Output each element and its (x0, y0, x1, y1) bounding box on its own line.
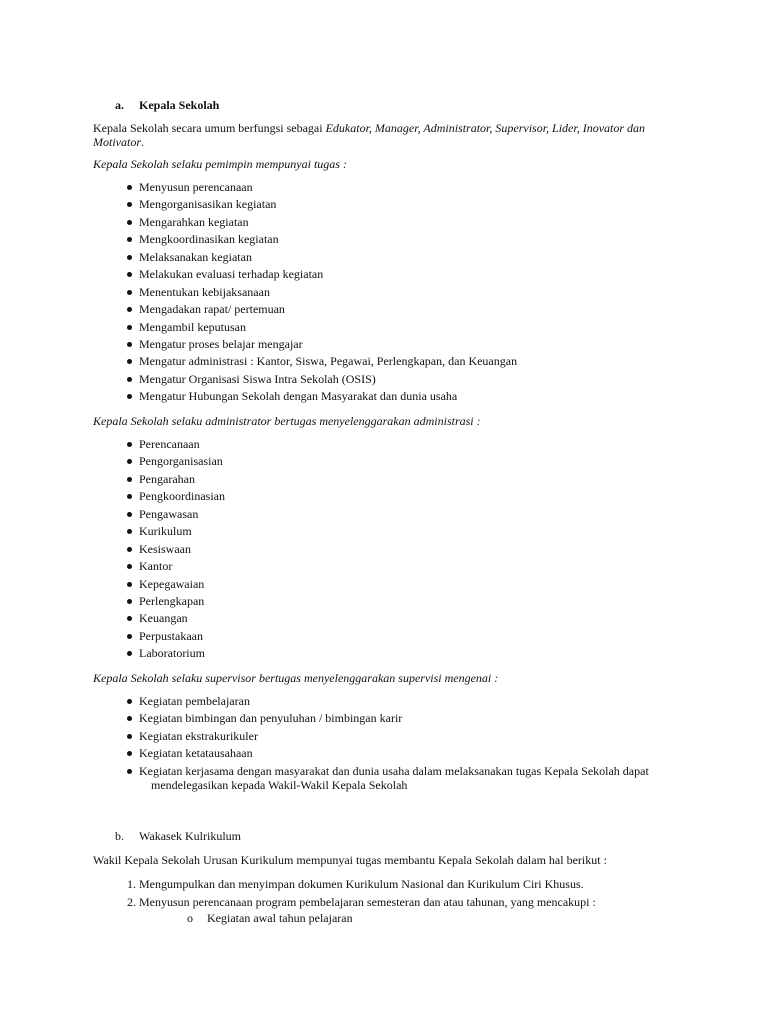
list-item: Melakukan evaluasi terhadap kegiatan (139, 267, 659, 281)
list-item: Menentukan kebijaksanaan (139, 285, 659, 299)
list-item: Mengatur proses belajar mengajar (139, 337, 659, 351)
list-item: Kesiswaan (139, 542, 659, 556)
admin-task-list (139, 437, 659, 664)
list-item: Keuangan (139, 611, 659, 625)
list-item: Kegiatan pembelajaran (139, 694, 659, 708)
list-item: Pengorganisasian (139, 454, 659, 468)
sub-item-text: Kegiatan awal tahun pelajaran (207, 911, 353, 925)
list-item: Kegiatan ekstrakurikuler (139, 729, 659, 743)
sub-list-item (187, 911, 353, 925)
sub-marker: o (187, 911, 193, 925)
list-item: Melaksanakan kegiatan (139, 250, 659, 264)
list-item: Perlengkapan (139, 594, 659, 608)
list-item: Pengarahan (139, 472, 659, 486)
section-b-heading (115, 829, 241, 843)
supervisor-heading: Kepala Sekolah selaku supervisor bertugas menyelenggarakan supervisi mengenai : (93, 671, 499, 685)
list-item: Kegiatan bimbingan dan penyuluhan / bimbingan karir (139, 711, 659, 725)
supervisor-task-list (139, 694, 659, 795)
list-item: Mengorganisasikan kegiatan (139, 197, 659, 211)
intro-text: Kepala Sekolah secara umum berfungsi sebagai (93, 121, 326, 135)
list-item: Mengarahkan kegiatan (139, 215, 659, 229)
list-item: Kantor (139, 559, 659, 573)
list-item: Laboratorium (139, 646, 659, 660)
list-item: 1. Mengumpulkan dan menyimpan dokumen Kurikulum Nasional dan Kurikulum Ciri Khusus. (127, 877, 584, 891)
list-item: Mengkoordinasikan kegiatan (139, 232, 659, 246)
list-item: Kegiatan ketatausahaan (139, 746, 659, 760)
section-a-intro (93, 121, 653, 149)
list-item: Mengambil keputusan (139, 320, 659, 334)
section-a-title: Kepala Sekolah (139, 98, 220, 112)
leader-task-list (139, 180, 659, 407)
list-item: Perpustakaan (139, 629, 659, 643)
section-b-numbered-list (127, 877, 659, 912)
section-a-marker: a. (115, 98, 124, 112)
list-item: Kegiatan kerjasama dengan masyarakat dan dunia usaha dalam melaksanakan tugas Kepala Sekolah dapat mendelegasikan kepada Wakil-Wakil Kepala Sekolah (139, 764, 659, 792)
intro-end: . (141, 135, 144, 149)
list-item: Kepegawaian (139, 577, 659, 591)
list-item: Mengatur Organisasi Siswa Intra Sekolah (OSIS) (139, 372, 659, 386)
section-b-title: Wakasek Kulrikulum (139, 829, 242, 843)
list-item: Perencanaan (139, 437, 659, 451)
list-item: Mengadakan rapat/ pertemuan (139, 302, 659, 316)
leader-heading: Kepala Sekolah selaku pemimpin mempunyai tugas : (93, 157, 347, 171)
list-item: 2. Menyusun perencanaan program pembelajaran semesteran dan atau tahunan, yang mencakupi : (127, 894, 596, 909)
section-b-intro: Wakil Kepala Sekolah Urusan Kurikulum mempunyai tugas membantu Kepala Sekolah dalam hal berikut : (93, 853, 607, 867)
list-item: Menyusun perencanaan (139, 180, 659, 194)
list-item: Mengatur administrasi : Kantor, Siswa, Pegawai, Perlengkapan, dan Keuangan (139, 354, 659, 368)
intro-roles-cont: Motivator (93, 135, 141, 149)
list-item: Kurikulum (139, 524, 659, 538)
section-a-heading (115, 98, 219, 112)
admin-heading: Kepala Sekolah selaku administrator bertugas menyelenggarakan administrasi : (93, 414, 481, 428)
intro-roles: Edukator, Manager, Administrator, Supervisor, Lider, Inovator dan (325, 121, 646, 135)
list-item: Mengatur Hubungan Sekolah dengan Masyarakat dan dunia usaha (139, 389, 659, 403)
list-item: Pengawasan (139, 507, 659, 521)
list-item: Pengkoordinasian (139, 489, 659, 503)
section-b-marker: b. (115, 829, 124, 843)
